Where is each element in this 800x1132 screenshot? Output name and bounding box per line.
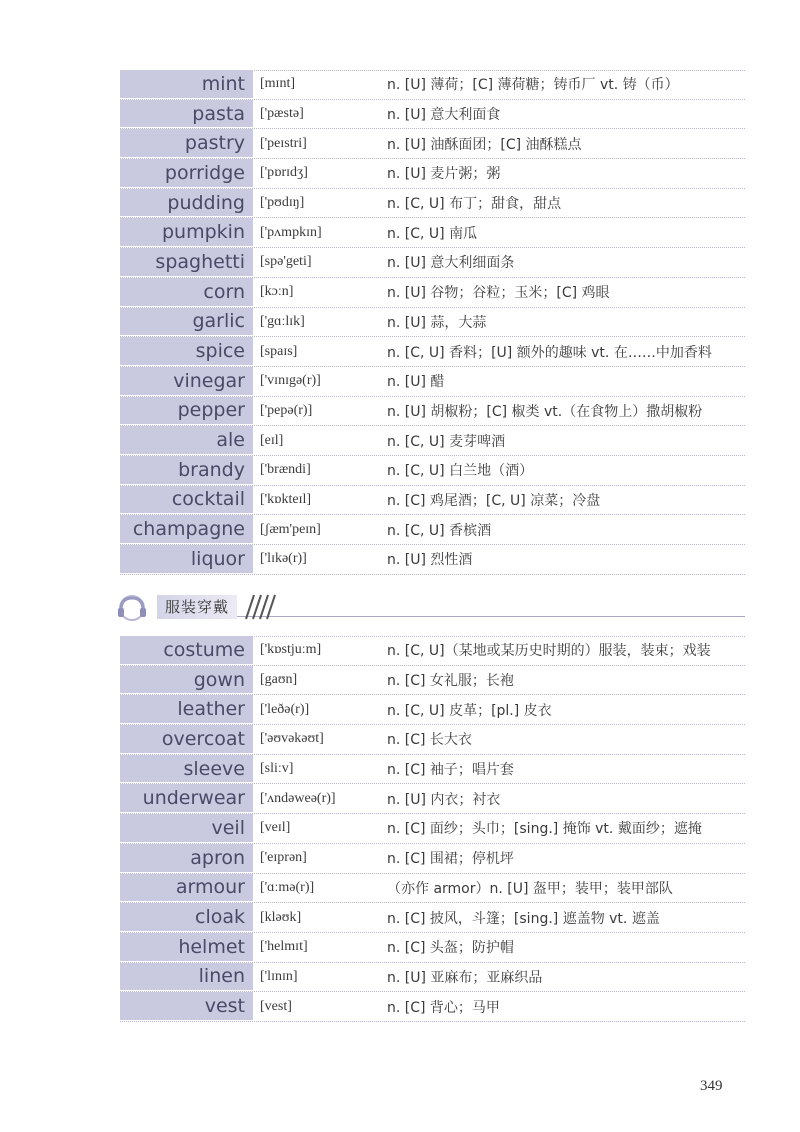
- headword: cloak: [120, 903, 253, 932]
- definition: n. [U] 烈性酒: [387, 552, 473, 569]
- definition: n. [U] 油酥面团；[C] 油酥糕点: [387, 136, 582, 153]
- headword: gown: [120, 666, 253, 695]
- headword: vest: [120, 992, 253, 1021]
- table-row: [120, 397, 745, 427]
- table-row: [120, 159, 745, 189]
- headword: liquor: [120, 545, 253, 574]
- definition: n. [C] 面纱；头巾；[sing.] 掩饰 vt. 戴面纱；遮掩: [387, 821, 702, 838]
- phonetic: ['vɪnɪgə(r)]: [260, 373, 321, 389]
- phonetic: ['peɪstri]: [260, 135, 307, 151]
- definition: n. [U] 薄荷；[C] 薄荷糖；铸币厂 vt. 铸（币）: [387, 77, 679, 94]
- phonetic: ['pepə(r)]: [260, 402, 313, 418]
- headword: brandy: [120, 456, 253, 485]
- headword: corn: [120, 278, 253, 307]
- table-row: [120, 308, 745, 338]
- table-row: [120, 486, 745, 516]
- definition: n. [U] 谷物；谷粒；玉米；[C] 鸡眼: [387, 285, 610, 302]
- phonetic: [veɪl]: [260, 820, 291, 836]
- phonetic: [spaɪs]: [260, 343, 298, 359]
- phonetic: ['lɪkə(r)]: [260, 551, 307, 567]
- table-row: [120, 367, 745, 397]
- section-header: [112, 590, 745, 626]
- definition: n. [C] 鸡尾酒；[C, U] 凉菜；冷盘: [387, 492, 601, 509]
- table-row: [120, 189, 745, 219]
- phonetic: [gaʊn]: [260, 672, 298, 688]
- table-row: [120, 515, 745, 545]
- slashes-decoration-icon: [244, 593, 278, 621]
- phonetic: [ʃæm'peɪn]: [260, 521, 321, 537]
- phonetic: ['gɑːlɪk]: [260, 313, 305, 329]
- headphones-icon: [112, 592, 152, 622]
- definition: n. [C, U] 南瓜: [387, 225, 478, 242]
- headword: porridge: [120, 159, 253, 188]
- phonetic: ['helmɪt]: [260, 939, 308, 955]
- table-row: [120, 426, 745, 456]
- definition: n. [U] 蒜，大蒜: [387, 314, 487, 331]
- table-row: [120, 666, 745, 696]
- phonetic: [eɪl]: [260, 432, 284, 448]
- phonetic: [spə'geti]: [260, 254, 312, 270]
- table-row: [120, 725, 745, 755]
- phonetic: ['kɒstjuːm]: [260, 642, 322, 658]
- table-row: [120, 784, 745, 814]
- phonetic: ['ʌndəweə(r)]: [260, 790, 336, 806]
- phonetic: ['ɑːmə(r)]: [260, 879, 315, 895]
- section-title: 服装穿戴: [157, 595, 237, 619]
- phonetic: [sliːv]: [260, 761, 294, 777]
- headword: pudding: [120, 189, 253, 218]
- table-row: [120, 248, 745, 278]
- phonetic: ['pʊdɪŋ]: [260, 195, 305, 211]
- vocab-table-food: [120, 70, 745, 575]
- definition: n. [C] 围裙；停机坪: [387, 851, 514, 868]
- headword: spaghetti: [120, 248, 253, 277]
- table-row: [120, 874, 745, 904]
- vocab-table-clothing: [120, 636, 745, 1022]
- headword: garlic: [120, 308, 253, 337]
- headword: champagne: [120, 515, 253, 544]
- table-row: [120, 278, 745, 308]
- headword: pepper: [120, 397, 253, 426]
- table-row: [120, 456, 745, 486]
- definition: n. [U] 亚麻布；亚麻织品: [387, 969, 543, 986]
- phonetic: [kɔːn]: [260, 284, 294, 300]
- headword: underwear: [120, 784, 253, 813]
- table-row: [120, 636, 745, 666]
- definition: n. [U] 胡椒粉；[C] 椒类 vt.（在食物上）撒胡椒粉: [387, 403, 703, 420]
- headword: pumpkin: [120, 218, 253, 247]
- headword: pasta: [120, 100, 253, 129]
- phonetic: ['əʊvəkəʊt]: [260, 731, 324, 747]
- table-row: [120, 100, 745, 130]
- phonetic: [kləʊk]: [260, 909, 302, 925]
- phonetic: ['eɪprən]: [260, 850, 307, 866]
- headword: vinegar: [120, 367, 253, 396]
- definition: n. [U] 醋: [387, 374, 445, 391]
- headword: costume: [120, 636, 253, 665]
- table-row: [120, 844, 745, 874]
- definition: n. [C] 女礼服；长袍: [387, 673, 514, 690]
- definition: n. [C, U] 白兰地（酒）: [387, 463, 534, 480]
- headword: apron: [120, 844, 253, 873]
- headword: veil: [120, 814, 253, 843]
- phonetic: ['pʌmpkɪn]: [260, 224, 322, 240]
- headword: leather: [120, 695, 253, 724]
- table-row: [120, 129, 745, 159]
- phonetic: ['lɪnɪn]: [260, 968, 298, 984]
- table-row: [120, 755, 745, 785]
- table-row: [120, 70, 745, 100]
- definition: （亦作 armor）n. [U] 盔甲；装甲；装甲部队: [387, 880, 673, 897]
- definition: n. [C, U] 皮革；[pl.] 皮衣: [387, 702, 552, 719]
- phonetic: [mɪnt]: [260, 76, 295, 92]
- definition: n. [C, U] 香槟酒: [387, 522, 492, 539]
- headword: sleeve: [120, 755, 253, 784]
- phonetic: [vest]: [260, 998, 292, 1014]
- headword: ale: [120, 426, 253, 455]
- table-row: [120, 218, 745, 248]
- headword: overcoat: [120, 725, 253, 754]
- definition: n. [C] 袖子；唱片套: [387, 762, 514, 779]
- table-row: [120, 695, 745, 725]
- definition: n. [U] 麦片粥；粥: [387, 166, 501, 183]
- headword: helmet: [120, 933, 253, 962]
- definition: n. [C] 长大衣: [387, 732, 472, 749]
- table-row: [120, 933, 745, 963]
- table-row: [120, 814, 745, 844]
- headword: mint: [120, 70, 253, 99]
- phonetic: ['brændi]: [260, 462, 311, 478]
- definition: n. [U] 意大利细面条: [387, 255, 515, 272]
- definition: n. [C, U] 麦芽啤酒: [387, 433, 506, 450]
- definition: n. [C] 背心；马甲: [387, 999, 500, 1016]
- headword: spice: [120, 337, 253, 366]
- definition: n. [C, U]（某地或某历史时期的）服装，装束；戏装: [387, 643, 711, 660]
- table-row: [120, 545, 745, 575]
- definition: n. [C, U] 香料；[U] 额外的趣味 vt. 在……中加香料: [387, 344, 712, 361]
- headword: pastry: [120, 129, 253, 158]
- table-row: [120, 903, 745, 933]
- definition: n. [C] 披风，斗篷；[sing.] 遮盖物 vt. 遮盖: [387, 910, 660, 927]
- phonetic: ['leðə(r)]: [260, 701, 310, 717]
- definition: n. [C, U] 布丁；甜食，甜点: [387, 196, 562, 213]
- headword: cocktail: [120, 486, 253, 515]
- definition: n. [U] 意大利面食: [387, 107, 501, 124]
- phonetic: ['pɒrɪdʒ]: [260, 165, 308, 181]
- page-number: 349: [700, 1078, 723, 1094]
- headword: linen: [120, 963, 253, 992]
- table-row: [120, 992, 745, 1022]
- phonetic: ['kɒkteɪl]: [260, 491, 312, 507]
- definition: n. [U] 内衣；衬衣: [387, 791, 501, 808]
- headword: armour: [120, 874, 253, 903]
- phonetic: ['pæstə]: [260, 106, 304, 122]
- table-row: [120, 337, 745, 367]
- table-row: [120, 963, 745, 993]
- definition: n. [C] 头盔；防护帽: [387, 940, 514, 957]
